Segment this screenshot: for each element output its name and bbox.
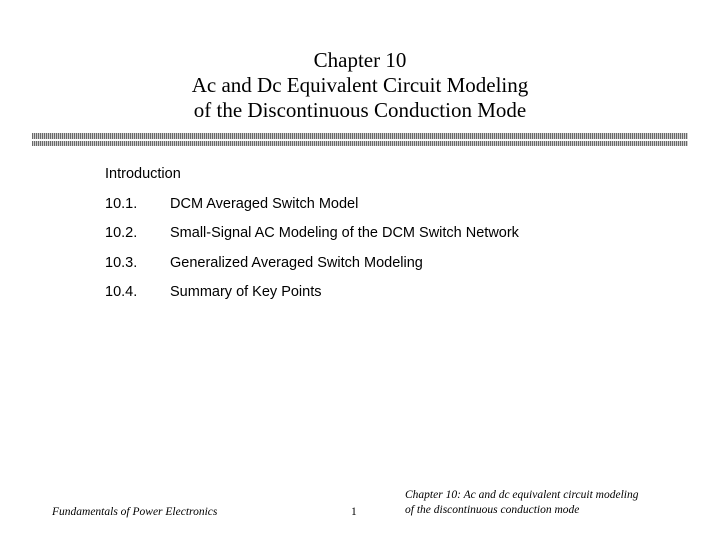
toc-number: 10.4. (105, 284, 138, 300)
footer-book-title: Fundamentals of Power Electronics (52, 506, 218, 518)
toc-label: DCM Averaged Switch Model (170, 195, 359, 212)
footer-chapter-line-2: of the discontinuous conduction mode (405, 504, 580, 516)
toc-item-introduction (105, 166, 519, 196)
toc-label: Introduction (105, 166, 181, 182)
slide-title (0, 48, 720, 123)
toc-item-10-3 (105, 255, 519, 285)
footer-chapter-line-1: Chapter 10: Ac and dc equivalent circuit modeling (405, 489, 639, 501)
divider-rule-bottom (32, 141, 688, 146)
title-chapter-number: Chapter 10 (313, 48, 407, 72)
toc-item-10-1 (105, 196, 519, 226)
title-line-sub: of the Discontinuous Conduction Mode (193, 98, 527, 122)
footer-page-number: 1 (351, 506, 357, 518)
toc-number: 10.1. (105, 195, 138, 212)
toc-number: 10.2. (105, 225, 138, 241)
toc-item-10-2 (105, 225, 519, 255)
title-line-main: Ac and Dc Equivalent Circuit Modeling (191, 73, 529, 97)
toc-number: 10.3. (105, 254, 138, 271)
toc-item-10-4 (105, 284, 519, 314)
footer-chapter-title (405, 488, 638, 518)
toc-label: Summary of Key Points (170, 284, 322, 300)
table-of-contents (105, 166, 519, 314)
toc-label: Small-Signal AC Modeling of the DCM Switch Network (170, 225, 519, 241)
divider-rule-top (32, 133, 688, 139)
toc-label: Generalized Averaged Switch Modeling (170, 254, 423, 271)
